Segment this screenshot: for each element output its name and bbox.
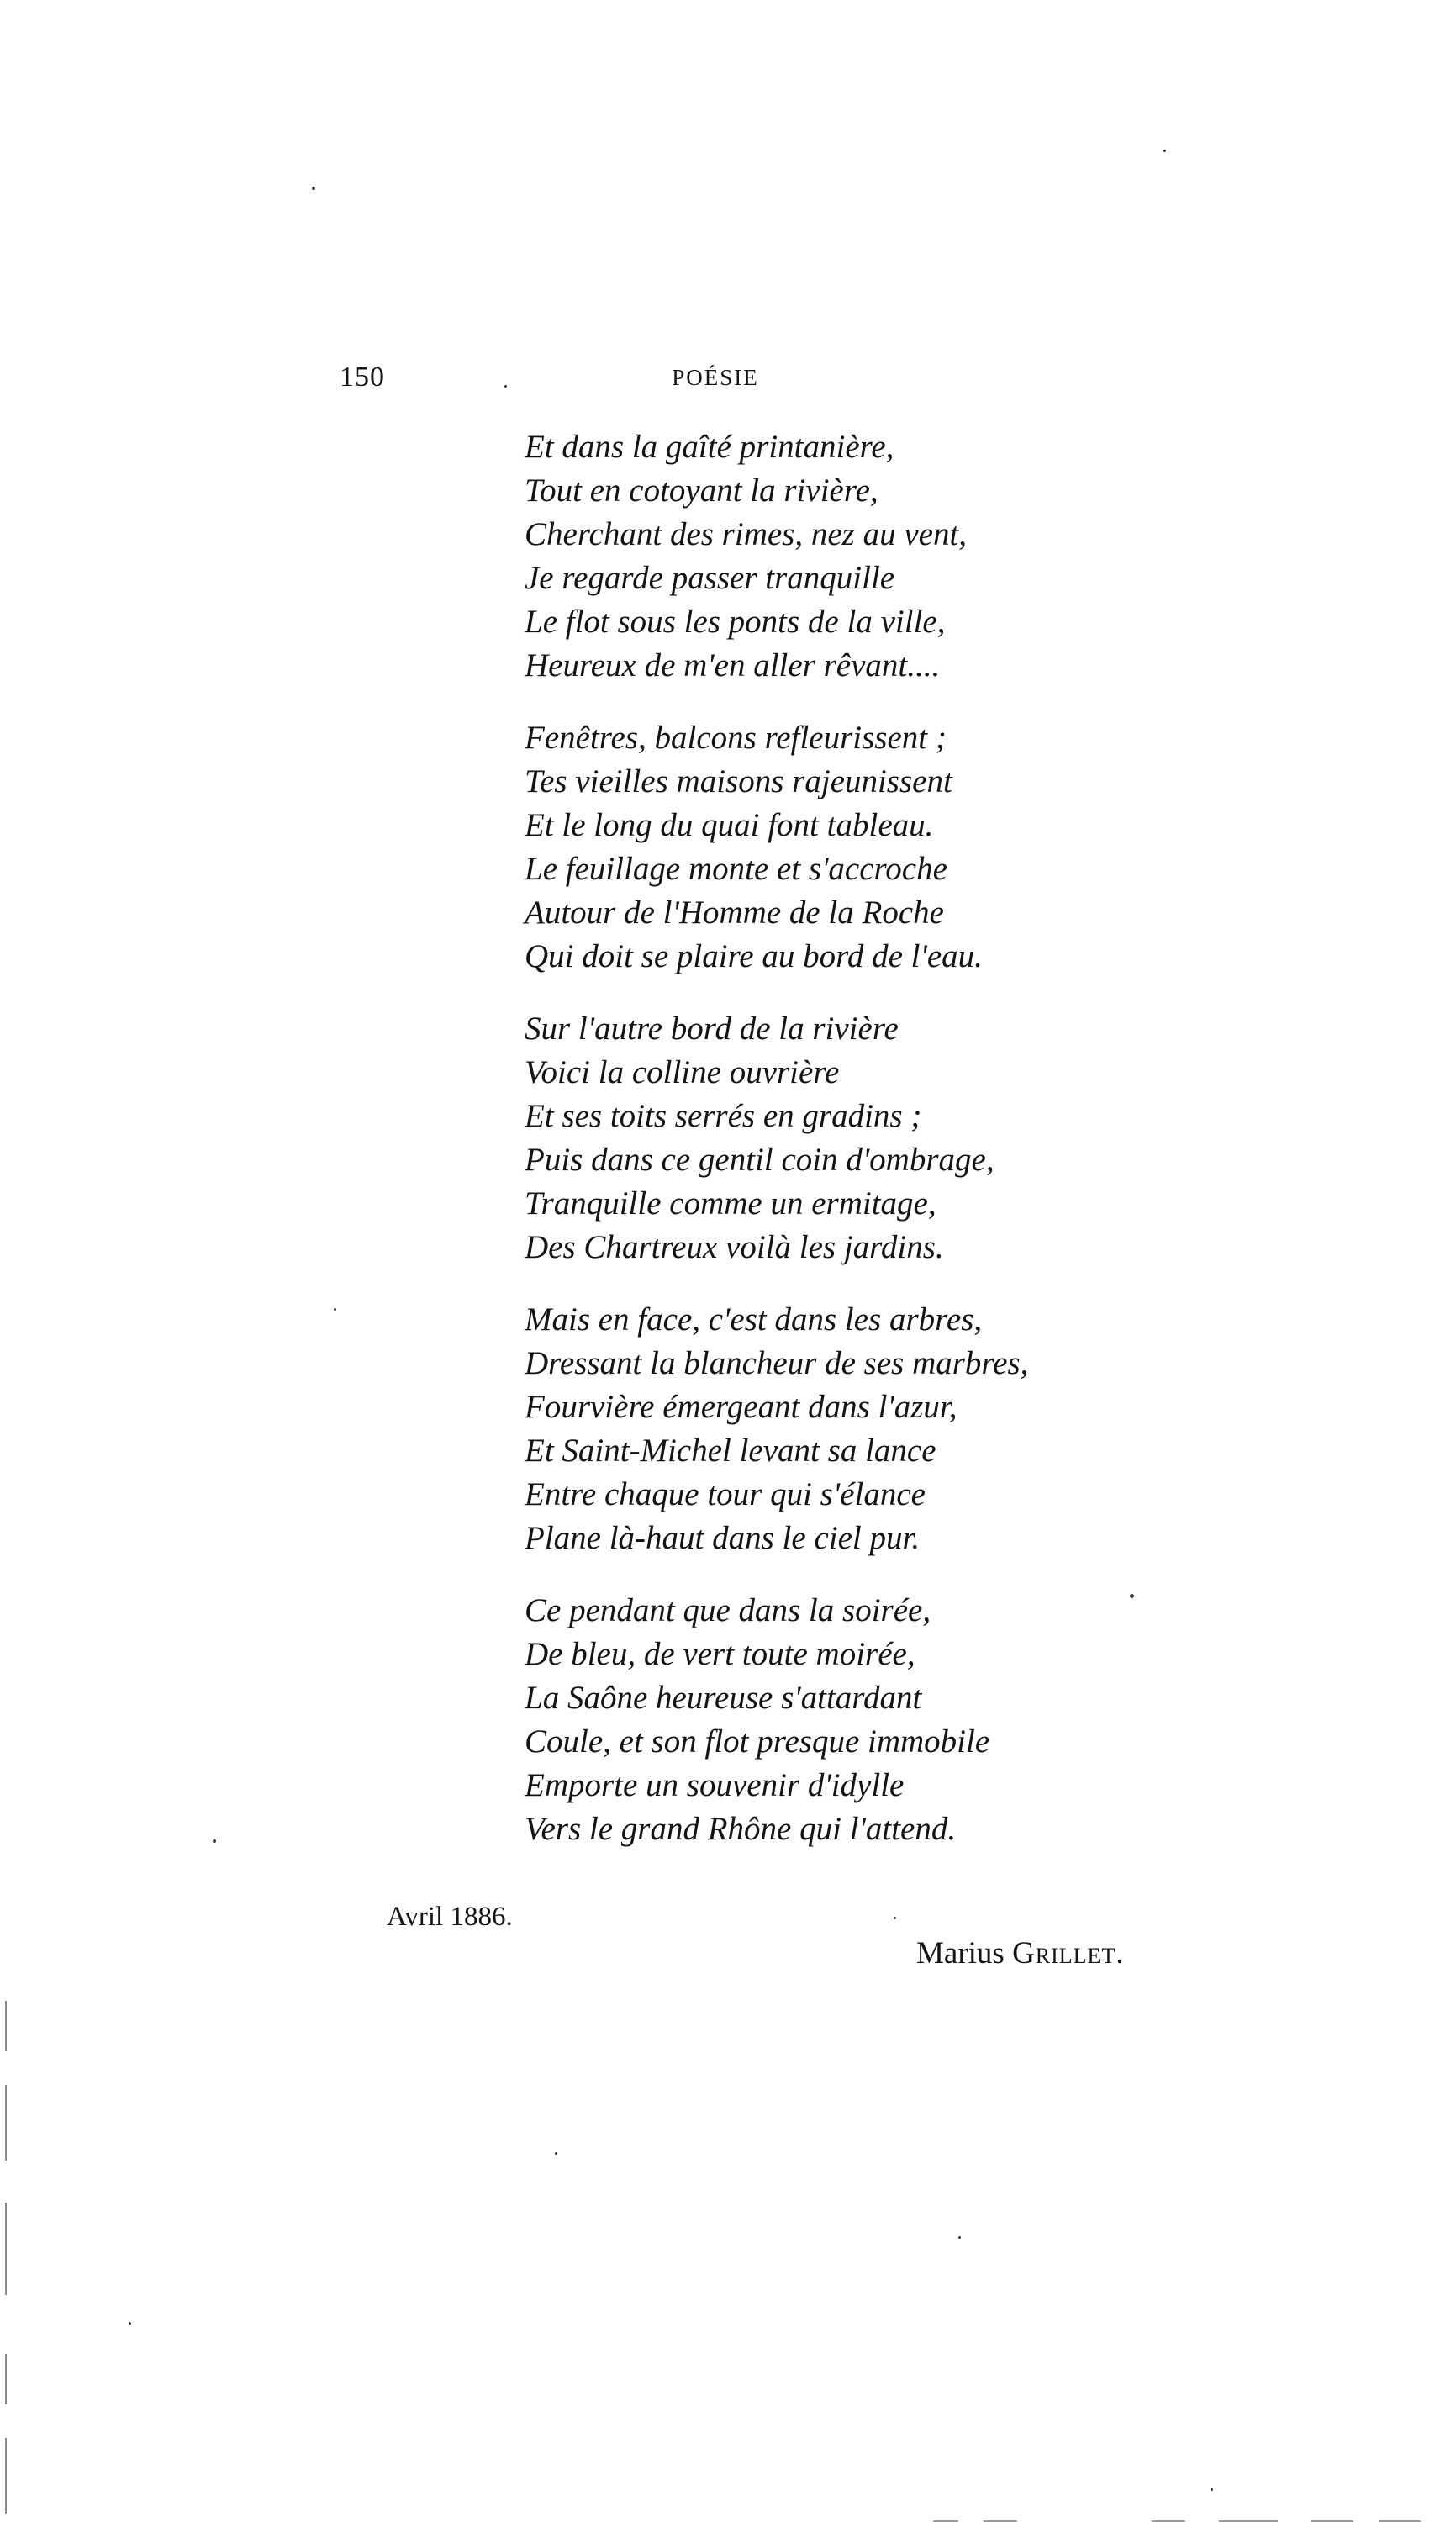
scan-edge-mark (5, 2085, 7, 2161)
stanza-4 (525, 1298, 1113, 1560)
scan-speck (334, 1308, 336, 1311)
page-number: 150 (340, 361, 385, 393)
poem-line: Coule, et son flot presque immobile (525, 1723, 990, 1760)
scan-edge-mark (5, 2354, 7, 2404)
scan-speck (1163, 150, 1166, 152)
scan-speck (958, 2236, 961, 2239)
poem-line: Et dans la gaîté printanière, (525, 429, 894, 465)
scan-edge-mark (5, 2001, 7, 2051)
scan-edge-mark (5, 2438, 7, 2514)
poem-line: La Saône heureuse s'attardant (525, 1680, 922, 1716)
scan-speck (555, 2152, 557, 2155)
poem-line: Le flot sous les ponts de la ville, (525, 604, 946, 640)
poem-line: Tes vieilles maisons rajeunissent (525, 763, 952, 799)
poem-line: Qui doit se plaire au bord de l'eau. (525, 938, 983, 974)
scan-speck (129, 2322, 131, 2325)
poem-line: Heureux de m'en aller rêvant.... (525, 647, 941, 683)
poem-line: Et le long du quai font tableau. (525, 807, 934, 843)
scan-edge-mark (1311, 2520, 1353, 2522)
scan-speck (312, 187, 315, 190)
scan-edge-mark (984, 2520, 1017, 2522)
scan-speck (1130, 1594, 1134, 1598)
poem-line: Tranquille comme un ermitage, (525, 1185, 936, 1222)
poem-line: Fenêtres, balcons refleurissent ; (525, 720, 947, 756)
poem-line: Emporte un souvenir d'idylle (525, 1767, 905, 1803)
poem-line: Tout en cotoyant la rivière, (525, 472, 878, 509)
poem-line: Des Chartreux voilà les jardins. (525, 1229, 944, 1265)
scan-edge-mark (5, 2203, 7, 2295)
scan-edge-mark (1379, 2520, 1421, 2522)
scan-speck (504, 385, 507, 388)
stanza-5 (525, 1589, 1113, 1851)
running-head: POÉSIE (672, 365, 759, 390)
poem-line: Le feuillage monte et s'accroche (525, 851, 947, 887)
poem-line: Sur l'autre bord de la rivière (525, 1011, 899, 1047)
scan-edge-mark (1219, 2520, 1278, 2522)
poem-line: Et ses toits serrés en gradins ; (525, 1098, 922, 1134)
poem-line: Fourvière émergeant dans l'azur, (525, 1389, 957, 1425)
poem-line: Entre chaque tour qui s'élance (525, 1476, 926, 1512)
stanza-1 (525, 425, 1113, 688)
author-given-name: Marius (916, 1936, 1005, 1971)
poem-line: Et Saint-Michel levant sa lance (525, 1433, 936, 1469)
scan-speck (894, 1917, 896, 1919)
poem (525, 425, 1113, 1880)
scan-edge-mark (933, 2520, 958, 2522)
stanza-2 (525, 716, 1113, 979)
poem-line: Cherchant des rimes, nez au vent, (525, 516, 968, 552)
poem-line: Dressant la blancheur de ses marbres, (525, 1345, 1029, 1381)
poem-line: Je regarde passer tranquille (525, 560, 895, 596)
stanza-3 (525, 1007, 1113, 1269)
poem-line: Plane là-haut dans le ciel pur. (525, 1520, 921, 1556)
scan-edge-mark (1152, 2520, 1185, 2522)
poem-line: Vers le grand Rhône qui l'attend. (525, 1811, 957, 1847)
poem-line: Ce pendant que dans la soirée, (525, 1592, 931, 1628)
date-line: Avril 1886. (387, 1902, 513, 1932)
poem-line: De bleu, de vert toute moirée, (525, 1636, 915, 1672)
scan-speck (213, 1839, 216, 1843)
poem-line: Puis dans ce gentil coin d'ombrage, (525, 1142, 994, 1178)
poem-line: Mais en face, c'est dans les arbres, (525, 1301, 983, 1338)
author-signature (916, 1935, 1125, 1971)
author-surname: Grillet. (1012, 1936, 1125, 1971)
poem-line: Voici la colline ouvrière (525, 1054, 840, 1090)
scan-speck (1211, 2488, 1213, 2491)
poem-line: Autour de l'Homme de la Roche (525, 894, 944, 931)
